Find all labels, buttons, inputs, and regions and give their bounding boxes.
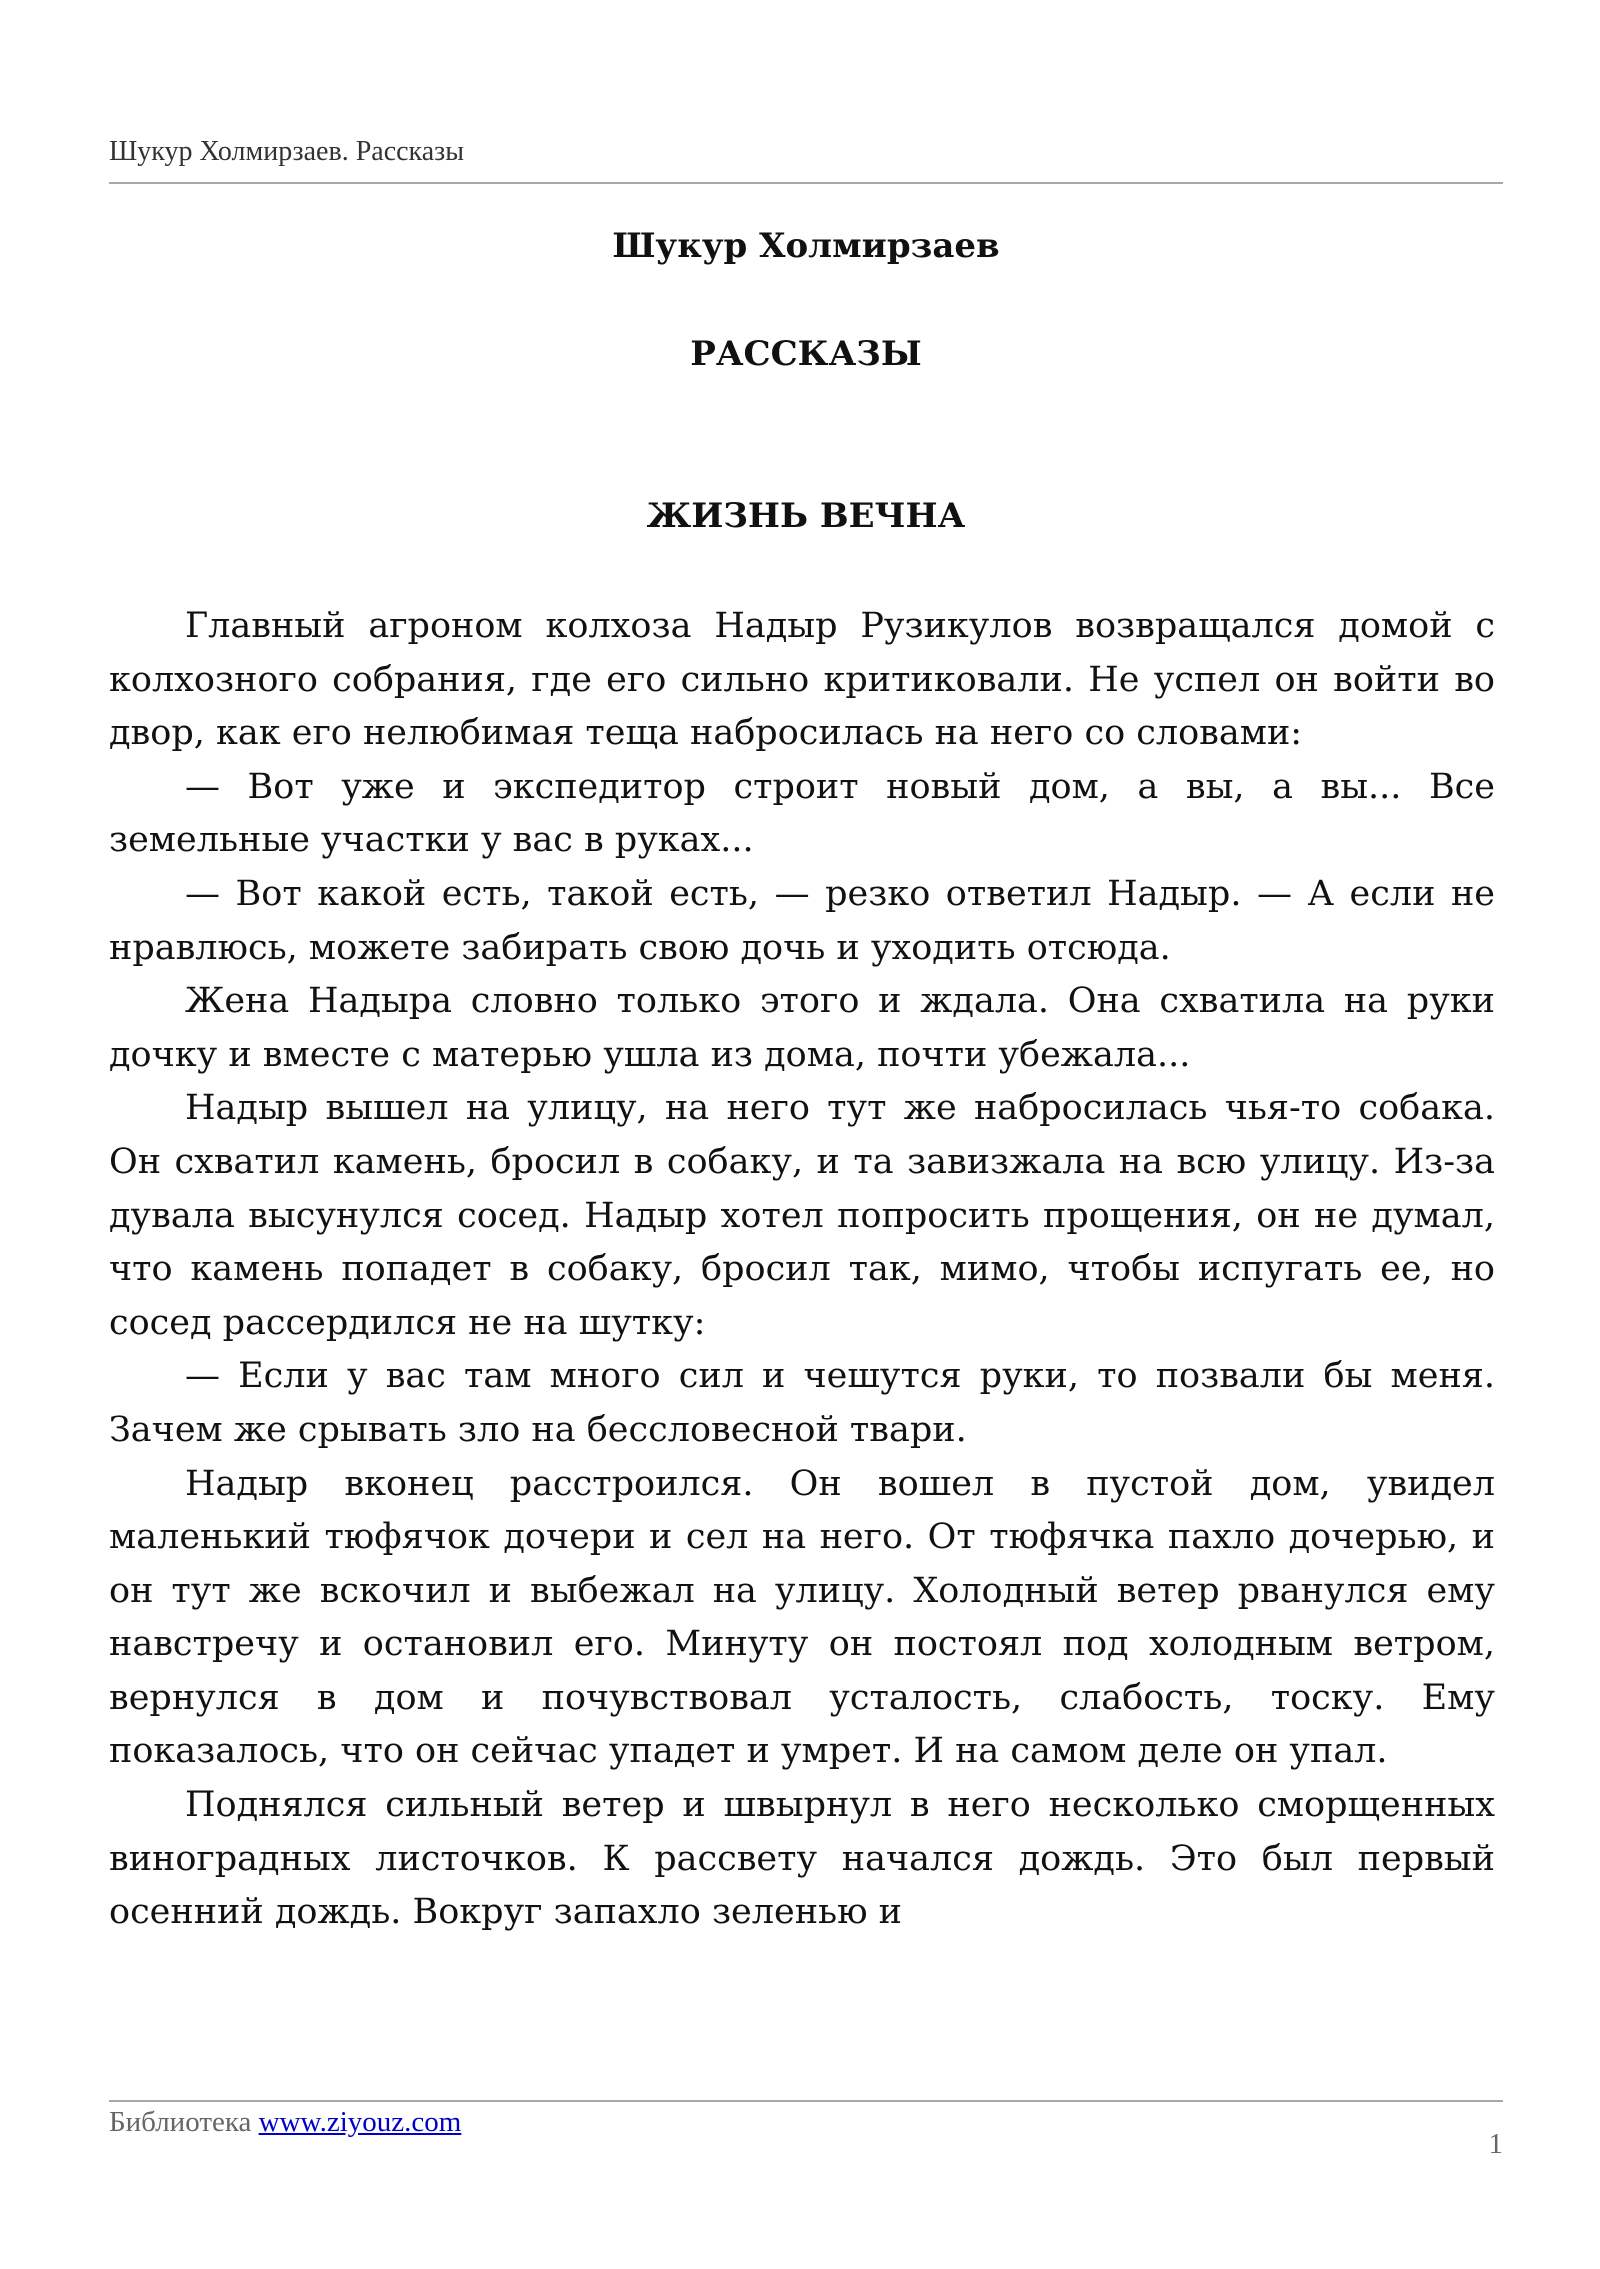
story-title: ЖИЗНЬ ВЕЧНА — [646, 496, 966, 536]
paragraph: Надыр вышел на улицу, на него тут же набросилась чья-то собака. Он схватил камень, бросил в собаку, и та завизжала на всю улицу. Из-за дувала высунулся сосед. Надыр хотел попросить прощения, он не думал, что камень попадет в собаку, бросил так, мимо, чтобы испугать ее, но сосед рассердился не на шутку: — [109, 1088, 1495, 1343]
paragraph: Поднялся сильный ветер и швырнул в него несколько сморщенных виноградных листочков. К рассвету начался дождь. Это был первый осенний дождь. Вокруг запахло зеленью и — [109, 1785, 1495, 1933]
header-rule — [109, 182, 1503, 184]
paragraph: — Вот какой есть, такой есть, — резко ответил Надыр. — А если не нравлюсь, можете забирать свою дочь и уходить отсюда. — [109, 873, 1495, 968]
paragraph: Главный агроном колхоза Надыр Рузикулов возвращался домой с колхозного собрания, где его сильно критиковали. Не успел он войти во двор, как его нелюбимая теща набросилась на него со словами: — [109, 606, 1495, 754]
paragraph: — Вот уже и экспедитор строит новый дом, а вы, а вы... Все земельные участки у вас в руках... — [109, 766, 1495, 861]
library-label: Библиотека — [109, 2106, 252, 2138]
footer-rule — [109, 2100, 1503, 2102]
paragraph: Жена Надыра словно только этого и ждала. Она схватила на руки дочку и вместе с матерью ушла из дома, почти убежала... — [109, 981, 1495, 1075]
collection-heading: РАССКАЗЫ — [690, 334, 922, 374]
running-header: Шукур Холмирзаев. Рассказы — [109, 136, 465, 167]
page-number: 1 — [1488, 2128, 1503, 2160]
paragraph: — Если у вас там много сил и чешутся руки, то позвали бы меня. Зачем же срывать зло на бессловесной твари. — [109, 1356, 1495, 1450]
paragraph: Надыр вконец расстроился. Он вошел в пустой дом, увидел маленький тюфячок дочери и сел на него. От тюфячка пахло дочерью, и он тут же вскочил и выбежал на улицу. Холодный ветер рванулся ему навстречу и остановил его. Минуту он постоял под холодным ветром, вернулся в дом и почувствовал усталость, слабость, тоску. Ему показалось, что он сейчас упадет и умрет. И на самом деле он упал. — [109, 1463, 1495, 1772]
library-link[interactable]: www.ziyouz.com — [258, 2106, 462, 2138]
author-heading: Шукур Холмирзаев — [612, 226, 1000, 266]
story-body — [109, 600, 1495, 1940]
footer-library — [109, 2106, 461, 2139]
